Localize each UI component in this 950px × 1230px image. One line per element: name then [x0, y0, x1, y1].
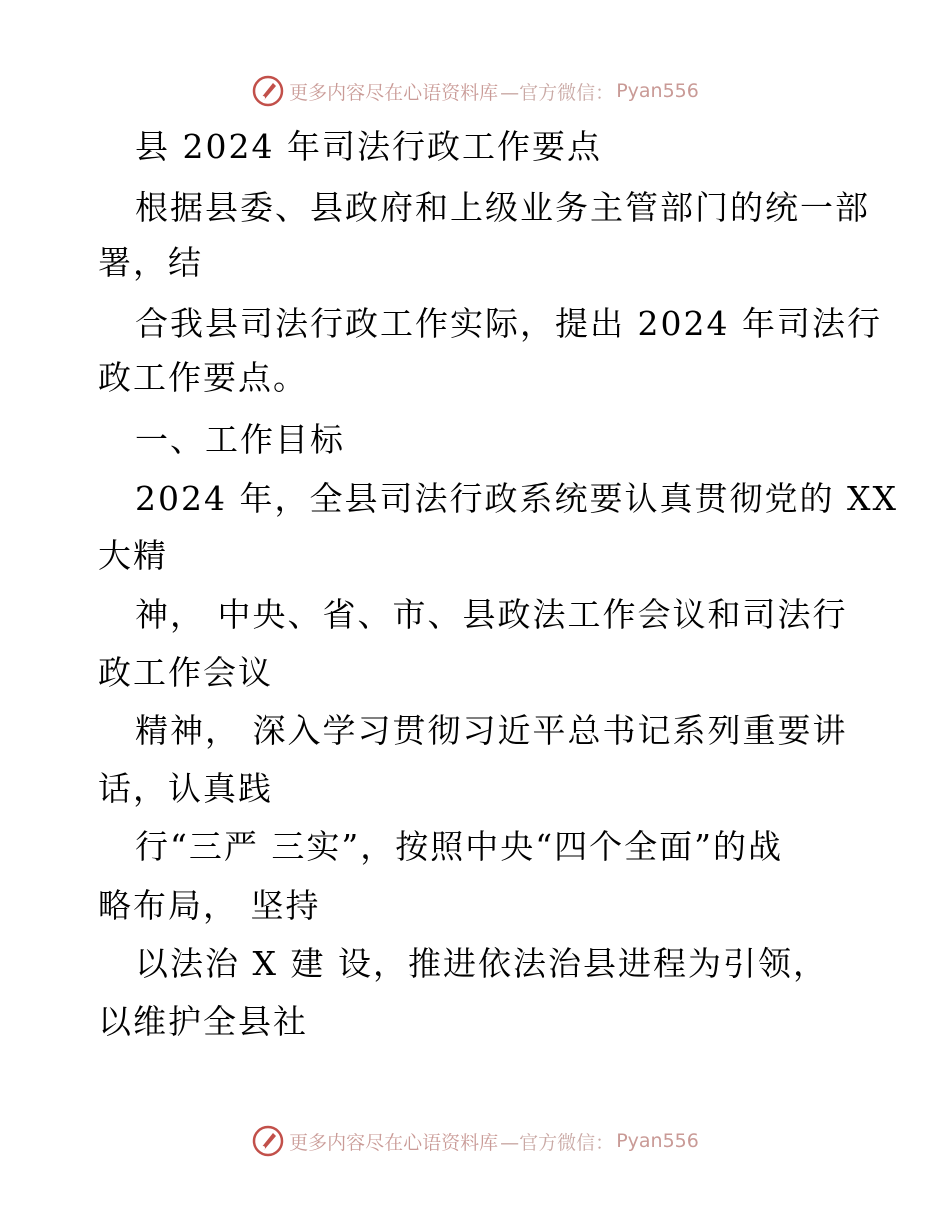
paragraph-line: 话，认真践: [98, 769, 273, 808]
watermark-main-text: 更多内容尽在心语资料库: [289, 1131, 499, 1154]
header-watermark: [0, 71, 950, 111]
paragraph-line: 根据县委、县政府和上级业务主管部门的统一部: [135, 188, 870, 227]
paragraph-line: 大精: [98, 536, 168, 575]
watermark-handle-text: Pyan556: [616, 1130, 699, 1152]
paragraph-line: 以维护全县社: [98, 1002, 308, 1041]
pen-nib-logo-icon: [251, 74, 285, 108]
watermark-accent-text: —官方微信：: [500, 1131, 615, 1154]
document-title: 县 2024 年司法行政工作要点: [135, 127, 602, 166]
paragraph-line: 政工作会议: [98, 653, 273, 692]
pen-nib-logo-icon: [251, 1124, 285, 1158]
paragraph-line: 合我县司法行政工作实际，提出 2024 年司法行: [135, 304, 882, 343]
paragraph-line: 神， 中央、省、市、县政法工作会议和司法行: [135, 595, 848, 634]
paragraph-line: 政工作要点。: [98, 358, 308, 397]
paragraph-line: 署，结: [98, 243, 203, 282]
paragraph-line: 略布局， 坚持: [98, 886, 321, 925]
watermark-accent-text: —官方微信：: [500, 81, 615, 104]
section-heading: 一、工作目标: [135, 420, 345, 459]
footer-watermark: [0, 1121, 950, 1161]
paragraph-line: 2024 年，全县司法行政系统要认真贯彻党的 XX: [135, 479, 898, 518]
paragraph-line: 以法治 X 建 设，推进依法治县进程为引领，: [135, 944, 828, 983]
paragraph-line: 行“三严 三实”，按照中央“四个全面”的战: [135, 827, 783, 866]
watermark-main-text: 更多内容尽在心语资料库: [289, 81, 499, 104]
watermark-handle-text: Pyan556: [616, 80, 699, 102]
paragraph-line: 精神， 深入学习贯彻习近平总书记系列重要讲: [135, 711, 848, 750]
